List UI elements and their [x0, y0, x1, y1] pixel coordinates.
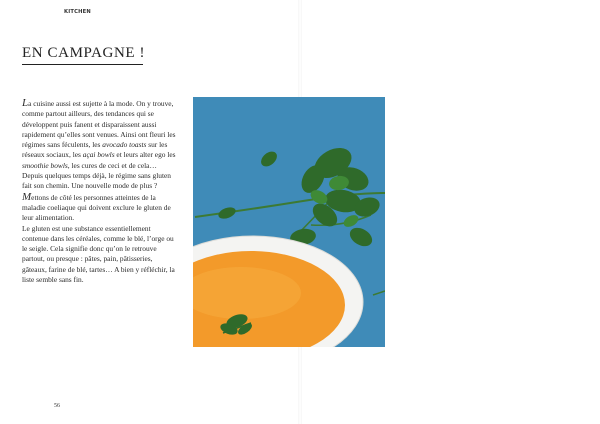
title-underline — [22, 64, 143, 65]
paragraph-intro: La cuisine aussi est sujette à la mode. On y trouve, comme partout ailleurs, des tendances qui se développent puis fanent et disparaissent aussi rapidement qu’elles sont venues. Ainsi ont fleuri les régimes sans féculents, les avocado toasts sur les réseaux sociaux, les açai bowls et leurs alter ego les smoothie bowls, les cures de ceci et de cela… Depuis quelques temps déjà, le régime sans gluten fait son chemin. Une nouvelle mode de plus ? — [22, 97, 176, 191]
drop-cap: M — [22, 190, 32, 203]
left-text-column — [22, 98, 176, 285]
soup-illustration — [193, 97, 385, 347]
section-label: KITCHEN — [64, 9, 91, 15]
paragraph-coeliac: Mettons de côté les personnes atteintes de la maladie coeliaque qui doivent exclure le gluten de leur alimentation. — [22, 190, 171, 223]
article-title: EN CAMPAGNE ! — [22, 45, 146, 61]
drop-cap: L — [22, 97, 29, 109]
page-number-left: 56 — [54, 403, 60, 409]
paragraph-gluten: Le gluten est une substance essentiellement contenue dans les céréales, comme le blé, l’orge ou le seigle. Cela signifie donc qu’on le retrouve partout, ou presque : pâtes, pain, pâtisseries, gâteaux, farine de blé, tartes… A bien y réfléchir, la liste semble sans fin. — [22, 223, 175, 285]
soup-photo — [193, 97, 385, 347]
